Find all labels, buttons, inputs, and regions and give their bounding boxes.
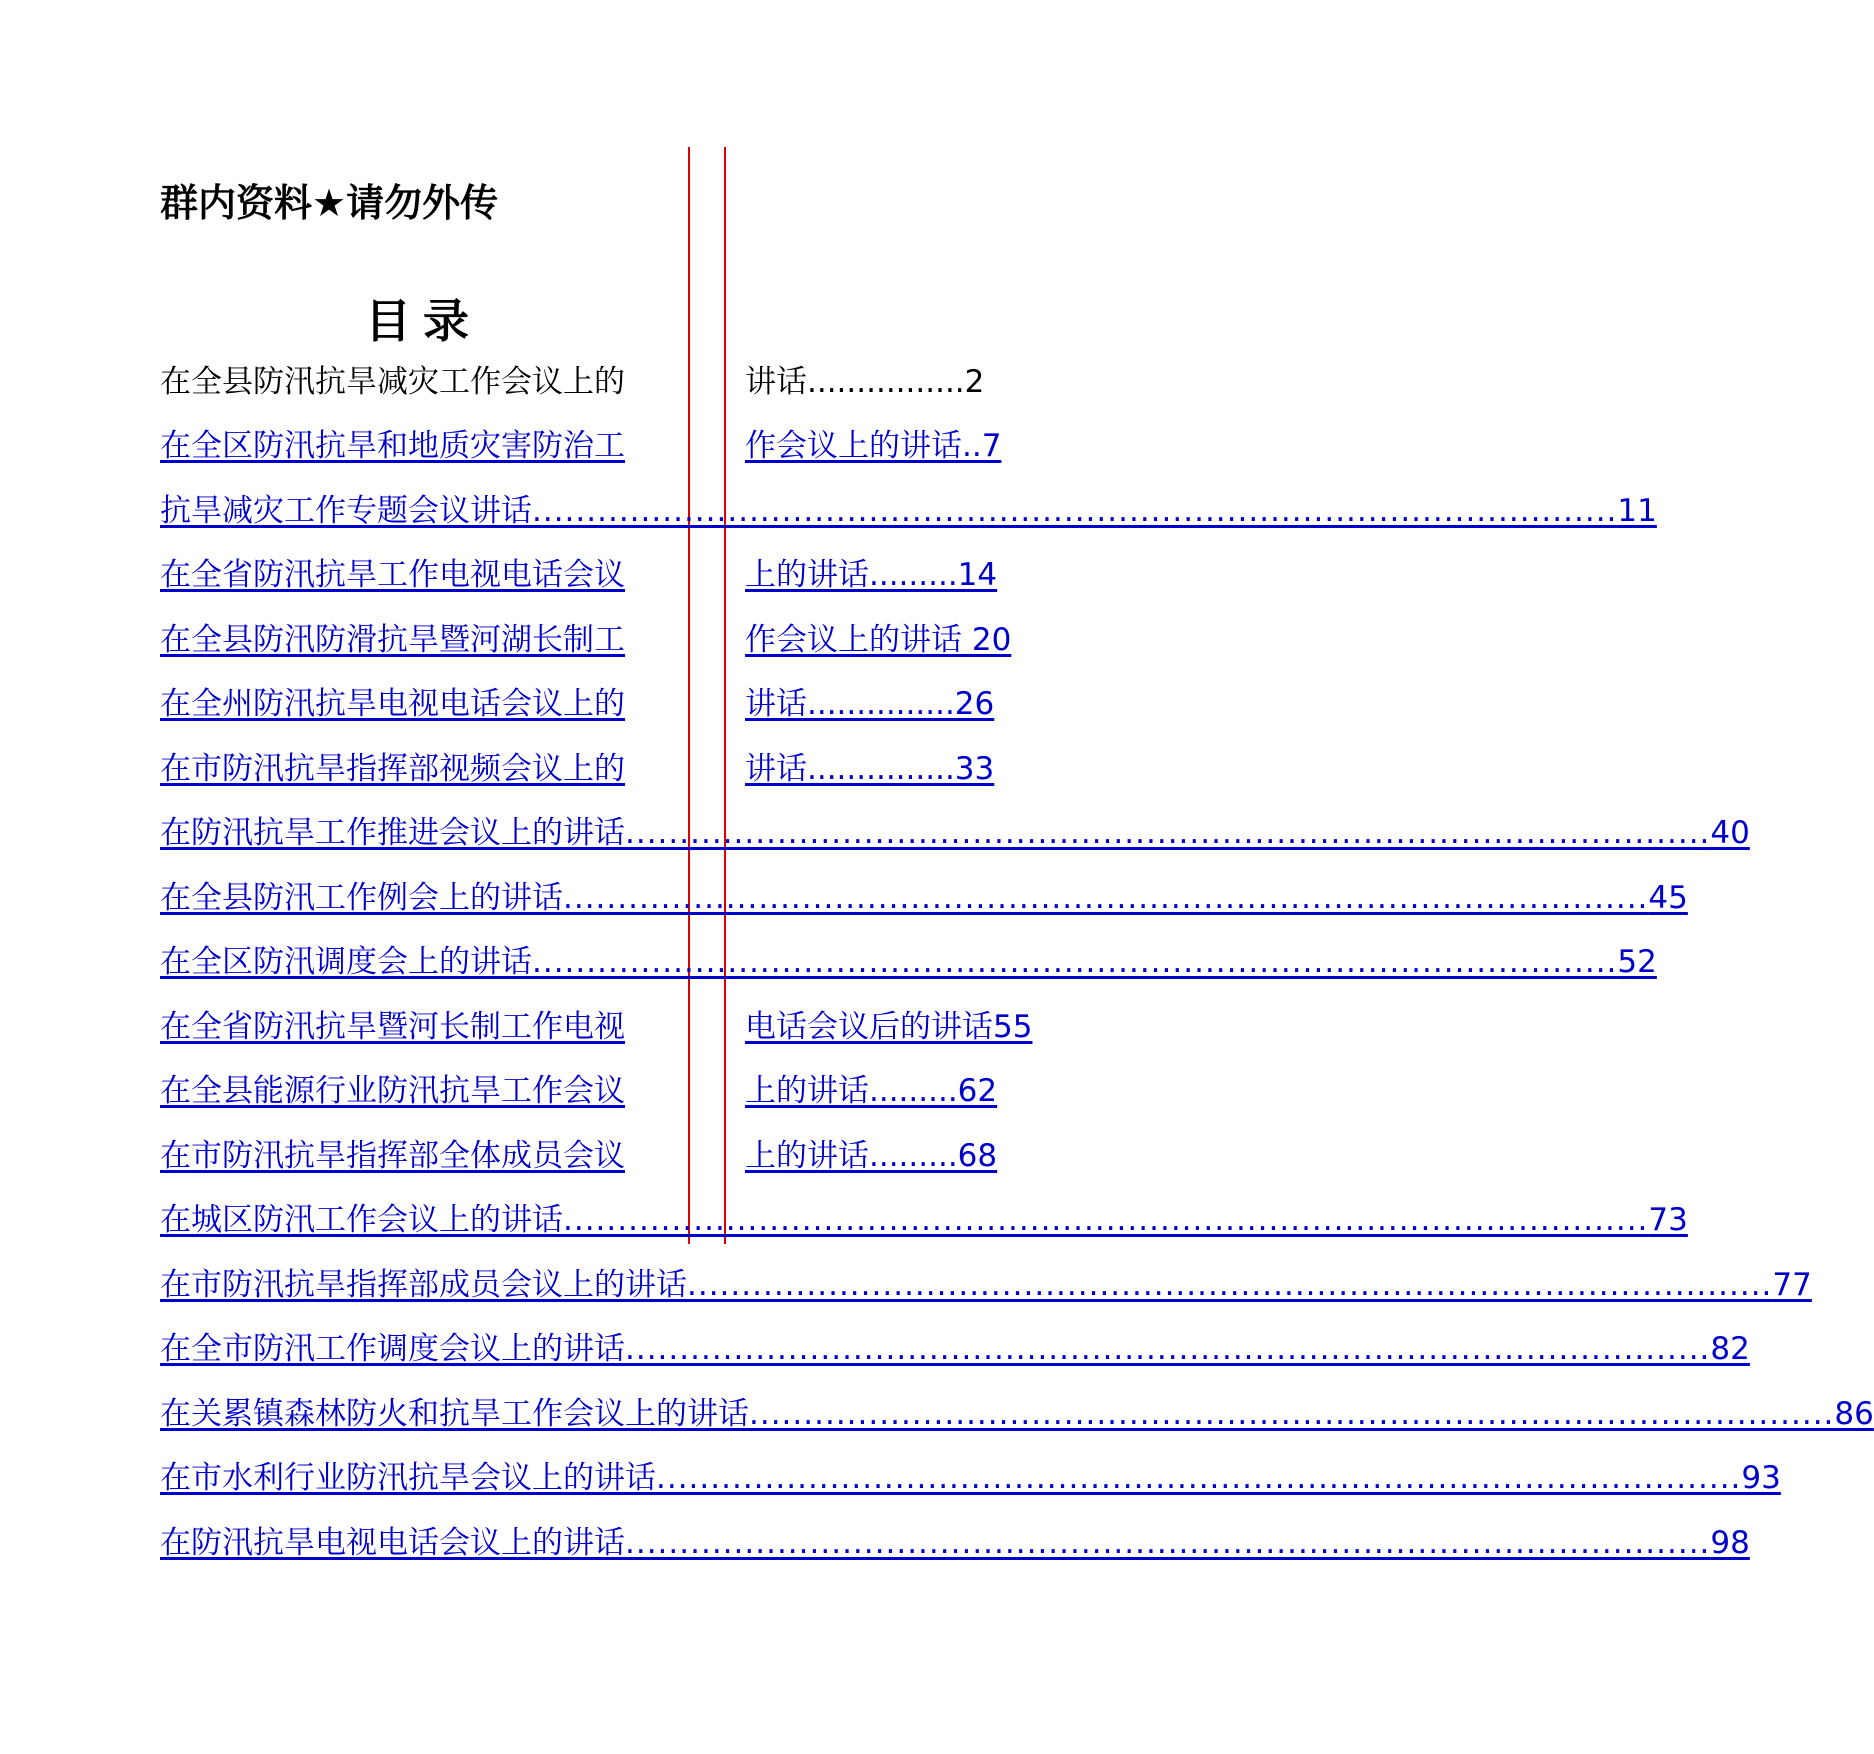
- dot-leader: ....................................................................................................: [687, 1267, 1773, 1303]
- toc-entry-title: 在市水利行业防汛抗旱会议上的讲话: [160, 1460, 656, 1496]
- toc-entry-page: 45: [1648, 880, 1688, 916]
- toc-entry-title: 在全市防汛工作调度会议上的讲话: [160, 1331, 625, 1367]
- toc-entry-19-link[interactable]: [160, 1523, 1750, 1563]
- toc-entry-12-title-link[interactable]: 在全县能源行业防汛抗旱工作会议: [160, 1073, 625, 1109]
- toc-entry-10-link[interactable]: [160, 942, 1657, 982]
- toc-entry-8-link[interactable]: [160, 813, 1750, 853]
- dot-leader: ....................................................................................................: [749, 1396, 1835, 1432]
- toc-entry-15-link[interactable]: [160, 1265, 1812, 1305]
- toc-entry-page: 77: [1772, 1267, 1812, 1303]
- toc-entry-9-link[interactable]: [160, 878, 1688, 918]
- dot-leader: ....................................................................................................: [532, 493, 1618, 529]
- toc-entry-5-title-link[interactable]: 在全县防汛防滑抗旱暨河湖长制工: [160, 622, 625, 658]
- dot-leader: ....................................................................................................: [563, 1202, 1649, 1238]
- toc-entry-2-page-link[interactable]: 作会议上的讲话..7: [745, 428, 1002, 464]
- dot-leader: ....................................................................................................: [625, 815, 1711, 851]
- page-header: 群内资料★请勿外传: [160, 181, 499, 225]
- toc-entry-page: 40: [1710, 815, 1750, 851]
- toc-entry-7-title-link[interactable]: 在市防汛抗旱指挥部视频会议上的: [160, 751, 625, 787]
- toc-entry-title: 在全区防汛调度会上的讲话: [160, 944, 532, 980]
- red-rule-left: [688, 147, 690, 1244]
- toc-entry-title: 在全县防汛工作例会上的讲话: [160, 880, 563, 916]
- toc-entry-12-page-link[interactable]: 上的讲话.........62: [745, 1073, 998, 1109]
- toc-entry-5-page-link[interactable]: 作会议上的讲话 20: [745, 622, 1012, 658]
- toc-entry-11-title-link[interactable]: 在全省防汛抗旱暨河长制工作电视: [160, 1009, 625, 1045]
- toc-entry-11-page-link[interactable]: 电话会议后的讲话55: [745, 1009, 1033, 1045]
- toc-entry-title: 在城区防汛工作会议上的讲话: [160, 1202, 563, 1238]
- toc-entry-title: 在关累镇森林防火和抗旱工作会议上的讲话: [160, 1396, 749, 1432]
- toc-entry-page: 98: [1710, 1525, 1750, 1561]
- toc-entry-7-page-link[interactable]: 讲话...............33: [745, 751, 995, 787]
- toc-entry-13-title-link[interactable]: 在市防汛抗旱指挥部全体成员会议: [160, 1138, 625, 1174]
- toc-entry-page: 86: [1834, 1396, 1874, 1432]
- toc-entry-1-page: 讲话................2: [745, 364, 985, 400]
- toc-entry-title: 在防汛抗旱电视电话会议上的讲话: [160, 1525, 625, 1561]
- toc-entry-13-page-link[interactable]: 上的讲话.........68: [745, 1138, 998, 1174]
- red-rule-right: [724, 147, 726, 1244]
- toc-title: 目录: [365, 294, 481, 348]
- toc-entry-page: 73: [1648, 1202, 1688, 1238]
- toc-entry-14-link[interactable]: [160, 1200, 1688, 1240]
- toc-entry-4-page-link[interactable]: 上的讲话.........14: [745, 557, 998, 593]
- dot-leader: ....................................................................................................: [656, 1460, 1742, 1496]
- toc-entry-17-link[interactable]: [160, 1394, 1874, 1434]
- toc-entry-4-title-link[interactable]: 在全省防汛抗旱工作电视电话会议: [160, 557, 625, 593]
- toc-entry-3-link[interactable]: [160, 491, 1657, 531]
- dot-leader: ....................................................................................................: [532, 944, 1618, 980]
- toc-entry-6-page-link[interactable]: 讲话...............26: [745, 686, 995, 722]
- toc-entry-2-title-link[interactable]: 在全区防汛抗旱和地质灾害防治工: [160, 428, 625, 464]
- toc-entry-page: 52: [1617, 944, 1657, 980]
- dot-leader: ....................................................................................................: [625, 1525, 1711, 1561]
- dot-leader: ....................................................................................................: [563, 880, 1649, 916]
- toc-entry-1-title: 在全县防汛抗旱减灾工作会议上的: [160, 364, 625, 400]
- toc-entry-6-title-link[interactable]: 在全州防汛抗旱电视电话会议上的: [160, 686, 625, 722]
- toc-entry-title: 在防汛抗旱工作推进会议上的讲话: [160, 815, 625, 851]
- toc-entry-18-link[interactable]: [160, 1458, 1781, 1498]
- toc-entry-page: 93: [1741, 1460, 1781, 1496]
- toc-entry-page: 82: [1710, 1331, 1750, 1367]
- toc-entry-title: 抗旱减灾工作专题会议讲话: [160, 493, 532, 529]
- toc-entry-title: 在市防汛抗旱指挥部成员会议上的讲话: [160, 1267, 687, 1303]
- toc-entry-page: 11: [1617, 493, 1657, 529]
- dot-leader: ....................................................................................................: [625, 1331, 1711, 1367]
- toc-entry-16-link[interactable]: [160, 1329, 1750, 1369]
